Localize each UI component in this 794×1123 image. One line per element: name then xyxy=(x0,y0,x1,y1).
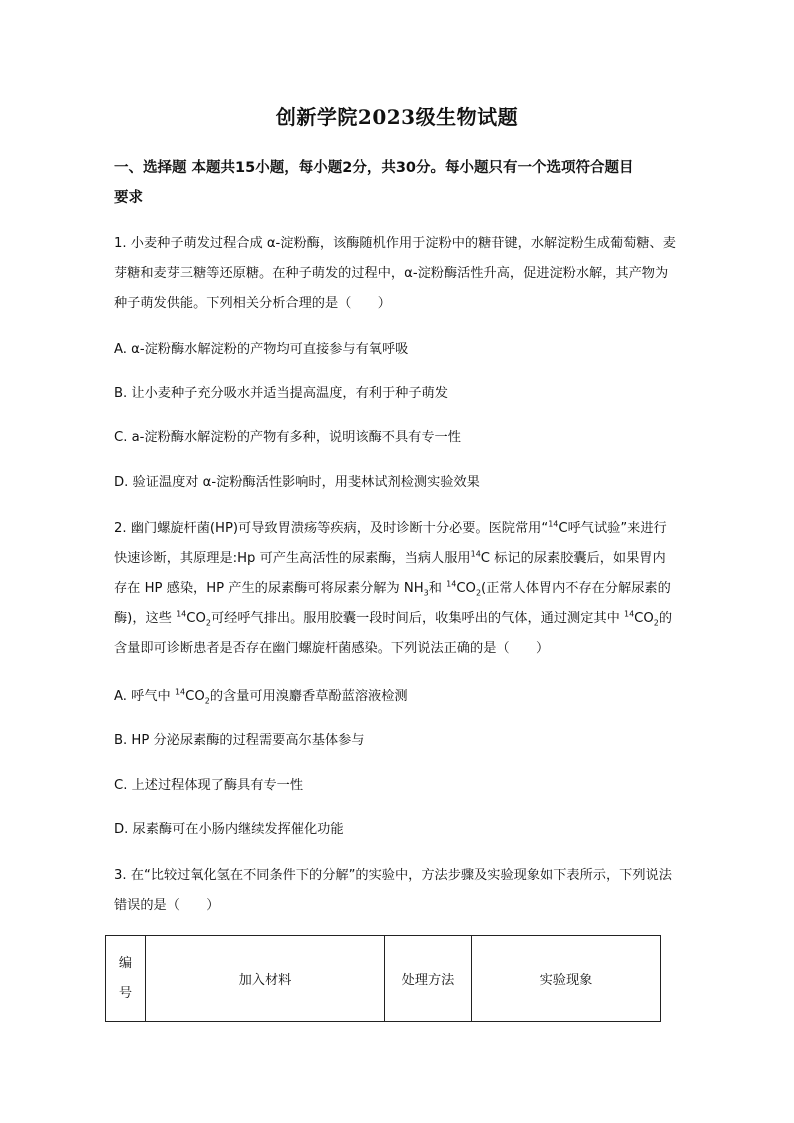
question-1-stem xyxy=(114,229,704,319)
question-1-option-c[interactable]: C. a-淀粉酶水解淀粉的产物有多种，说明该酶不具有专一性 xyxy=(114,430,461,445)
question-2-option-b[interactable]: B. HP 分泌尿素酶的过程需要高尔基体参与 xyxy=(114,733,365,748)
experiment-table xyxy=(105,935,661,1022)
question-1-option-d[interactable]: D. 验证温度对 α-淀粉酶活性影响时，用斐林试剂检测实验效果 xyxy=(114,475,480,490)
question-2-stem-line-4: 酶)，这些 $^{14}CO_2$可经呼气排出。服用胶囊一段时间后，收集呼出的气体，通过测定其中 $^{14}CO_2$的 xyxy=(114,609,673,628)
question-3-stem-line-1: 3. 在“比较过氧化氢在不同条件下的分解”的实验中，方法步骤及实验现象如下表所示，下列说法 xyxy=(114,868,672,883)
header-treatment: 处理方法 xyxy=(385,936,472,1022)
question-1-option-b[interactable]: B. 让小麦种子充分吸水并适当提高温度，有利于种子萌发 xyxy=(114,386,448,401)
question-2-option-a[interactable]: A. 呼气中 $^{14}CO_2$的含量可用溴麝香草酚蓝溶液检测 xyxy=(114,687,408,706)
question-2-option-c[interactable]: C. 上述过程体现了酶具有专一性 xyxy=(114,778,304,793)
question-2-stem-line-1: 2. 幽门螺旋杆菌(HP)可导致胃溃疡等疾病，及时诊断十分必要。医院常用“$^{14}$C呼气试验”来进行 xyxy=(114,519,667,536)
question-2-option-d[interactable]: D. 尿素酶可在小肠内继续发挥催化功能 xyxy=(114,822,344,837)
page-title: 创新学院2023级生物试题 xyxy=(275,105,519,129)
question-3-stem xyxy=(114,861,704,921)
header-number: 编 号 xyxy=(106,936,146,1022)
question-3-stem-line-2: 错误的是（ ） xyxy=(114,898,220,913)
section-heading xyxy=(114,153,704,213)
section-heading-line-2: 要求 xyxy=(114,190,143,206)
header-phenomenon: 实验现象 xyxy=(472,936,661,1022)
question-2-stem-line-5: 含量即可诊断患者是否存在幽门螺旋杆菌感染。下列说法正确的是（ ） xyxy=(114,641,550,656)
table-header-row xyxy=(106,936,661,1022)
question-2-stem xyxy=(114,514,704,664)
question-2-stem-line-3: 存在 HP 感染，HP 产生的尿素酶可将尿素分解为 $NH_3$和 $^{14}CO_2$(正常人体胃内不存在分解尿素的 xyxy=(114,579,671,598)
question-1-option-a[interactable]: A. α-淀粉酶水解淀粉的产物均可直接参与有氧呼吸 xyxy=(114,342,409,357)
header-materials: 加入材料 xyxy=(146,936,385,1022)
section-heading-line-1: 一、选择题 本题共15小题，每小题2分，共30分。每小题只有一个选项符合题目 xyxy=(114,160,634,176)
question-1-stem-line-3: 种子萌发供能。下列相关分析合理的是（ ） xyxy=(114,296,391,311)
question-2-stem-line-2: 快速诊断，其原理是:Hp 可产生高活性的尿素酶，当病人服用$^{14}$C 标记的尿素胶囊后，如果胃内 xyxy=(114,549,666,566)
question-1-stem-line-1: 1. 小麦种子萌发过程合成 α-淀粉酶，该酶随机作用于淀粉中的糖苷键，水解淀粉生成葡萄糖、麦 xyxy=(114,236,676,251)
question-1-stem-line-2: 芽糖和麦芽三糖等还原糖。在种子萌发的过程中，α-淀粉酶活性升高，促进淀粉水解，其产物为 xyxy=(114,266,669,281)
